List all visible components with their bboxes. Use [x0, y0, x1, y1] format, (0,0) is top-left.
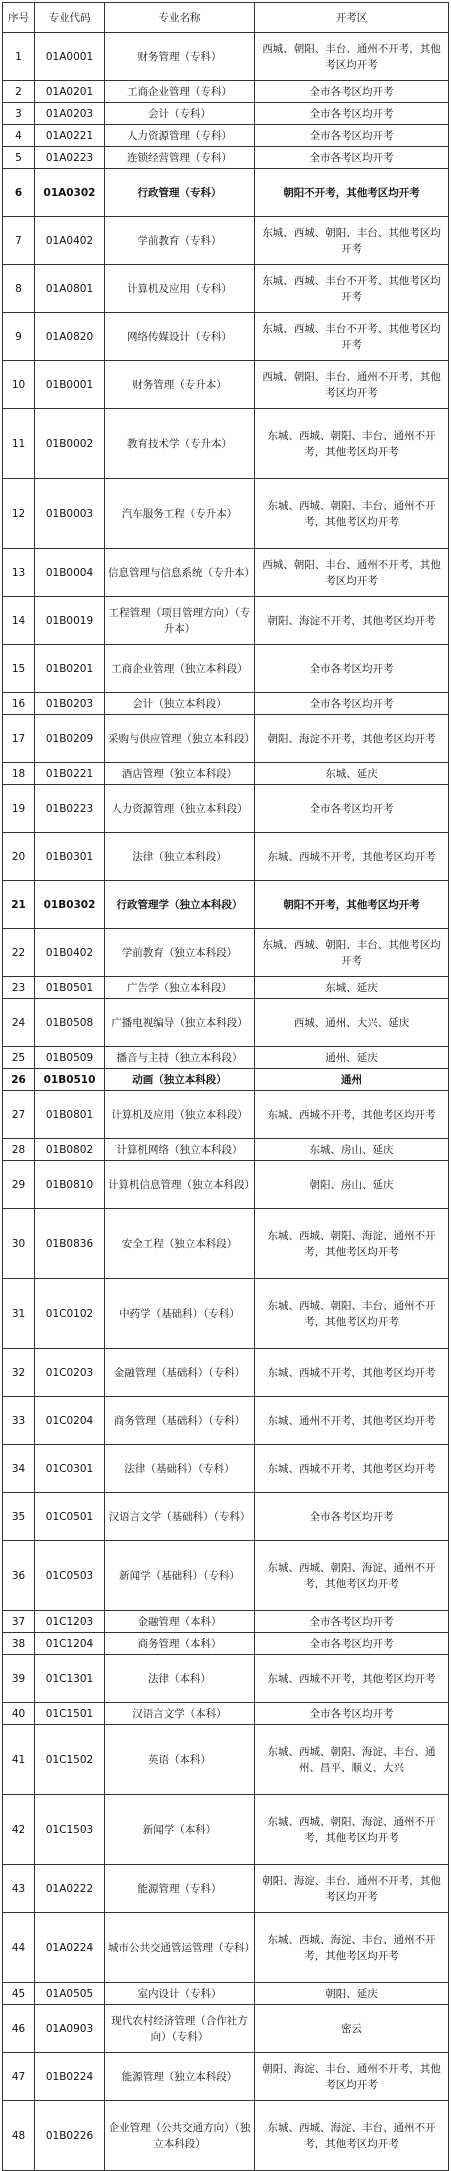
row-seq-cell: 30	[3, 1209, 35, 1279]
row-code-cell: 01C1503	[35, 1795, 105, 1865]
row-name-cell: 能源管理（专科）	[105, 1865, 255, 1913]
table-row	[3, 1795, 449, 1865]
row-code-cell: 01B0003	[35, 479, 105, 549]
table-row	[3, 1161, 449, 1209]
row-name-cell: 会计（独立本科段）	[105, 693, 255, 715]
row-area-cell: 朝阳不开考，其他考区均开考	[255, 881, 449, 929]
table-row	[3, 409, 449, 479]
row-code-cell: 01A0224	[35, 1913, 105, 1983]
table-row	[3, 2005, 449, 2053]
row-name-cell: 汉语言文学（本科）	[105, 1703, 255, 1725]
row-code-cell: 01B0209	[35, 715, 105, 763]
row-seq-cell: 22	[3, 929, 35, 977]
row-area-cell: 东城、西城、朝阳、丰台、其他考区均开考	[255, 929, 449, 977]
table-row	[3, 1983, 449, 2005]
row-code-cell: 01B0002	[35, 409, 105, 479]
row-area-cell: 东城、西城不开考，其他考区均开考	[255, 1349, 449, 1397]
row-seq-cell: 27	[3, 1091, 35, 1139]
row-area-cell: 全市各考区均开考	[255, 645, 449, 693]
row-area-cell: 朝阳不开考，其他考区均开考	[255, 169, 449, 217]
table-row	[3, 929, 449, 977]
table-row	[3, 103, 449, 125]
row-name-cell: 中药学（基础科）（专科）	[105, 1279, 255, 1349]
row-area-cell: 朝阳、海淀不开考，其他考区均开考	[255, 597, 449, 645]
row-name-cell: 采购与供应管理（独立本科段）	[105, 715, 255, 763]
row-seq-cell: 33	[3, 1397, 35, 1445]
row-code-cell: 01B0802	[35, 1139, 105, 1161]
row-name-cell: 网络传媒设计（专科）	[105, 313, 255, 361]
row-name-cell: 人力资源管理（专科）	[105, 125, 255, 147]
row-name-cell: 财务管理（专科）	[105, 33, 255, 81]
table-row	[3, 785, 449, 833]
row-seq-cell: 36	[3, 1541, 35, 1611]
table-row	[3, 881, 449, 929]
row-seq-cell: 12	[3, 479, 35, 549]
row-seq-cell: 1	[3, 33, 35, 81]
row-name-cell: 汉语言文学（基础科）（专科）	[105, 1493, 255, 1541]
header-row	[3, 3, 449, 33]
row-area-cell: 密云	[255, 2005, 449, 2053]
row-seq-cell: 40	[3, 1703, 35, 1725]
row-name-cell: 播音与主持（独立本科段）	[105, 1047, 255, 1069]
row-name-cell: 广告学（独立本科段）	[105, 977, 255, 999]
row-name-cell: 酒店管理（独立本科段）	[105, 763, 255, 785]
row-code-cell: 01B0001	[35, 361, 105, 409]
row-name-cell: 法律（基础科）（专科）	[105, 1445, 255, 1493]
row-area-cell: 全市各考区均开考	[255, 1611, 449, 1633]
row-area-cell: 全市各考区均开考	[255, 1703, 449, 1725]
row-seq-cell: 39	[3, 1655, 35, 1703]
row-seq-cell: 5	[3, 147, 35, 169]
row-code-cell: 01B0221	[35, 763, 105, 785]
row-name-cell: 法律（本科）	[105, 1655, 255, 1703]
row-seq-cell: 35	[3, 1493, 35, 1541]
row-seq-cell: 4	[3, 125, 35, 147]
row-area-cell: 东城、西城、朝阳、海淀、通州不开考，其他考区均开考	[255, 1541, 449, 1611]
row-code-cell: 01B0501	[35, 977, 105, 999]
header-seq: 序号	[3, 3, 35, 33]
row-code-cell: 01A0505	[35, 1983, 105, 2005]
row-name-cell: 法律（独立本科段）	[105, 833, 255, 881]
row-area-cell: 朝阳、海淀不开考，其他考区均开考	[255, 715, 449, 763]
row-area-cell: 全市各考区均开考	[255, 785, 449, 833]
row-name-cell: 工程管理（项目管理方向）（专升本）	[105, 597, 255, 645]
row-name-cell: 动画（独立本科段）	[105, 1069, 255, 1091]
row-area-cell: 东城、西城不开考，其他考区均开考	[255, 1655, 449, 1703]
row-seq-cell: 8	[3, 265, 35, 313]
row-name-cell: 新闻学（基础科）（专科）	[105, 1541, 255, 1611]
row-code-cell: 01C1502	[35, 1725, 105, 1795]
row-code-cell: 01C0102	[35, 1279, 105, 1349]
row-name-cell: 人力资源管理（独立本科段）	[105, 785, 255, 833]
row-code-cell: 01A0903	[35, 2005, 105, 2053]
row-name-cell: 信息管理与信息系统（专升本）	[105, 549, 255, 597]
table-row	[3, 977, 449, 999]
row-code-cell: 01B0836	[35, 1209, 105, 1279]
row-seq-cell: 32	[3, 1349, 35, 1397]
table-row	[3, 715, 449, 763]
row-code-cell: 01A0302	[35, 169, 105, 217]
row-code-cell: 01B0004	[35, 549, 105, 597]
row-seq-cell: 31	[3, 1279, 35, 1349]
row-name-cell: 工商企业管理（专科）	[105, 81, 255, 103]
row-name-cell: 计算机网络（独立本科段）	[105, 1139, 255, 1161]
row-area-cell: 东城、西城、朝阳、海淀、丰台、通州、昌平、顺义、大兴	[255, 1725, 449, 1795]
row-name-cell: 金融管理（本科）	[105, 1611, 255, 1633]
row-area-cell: 通州、延庆	[255, 1047, 449, 1069]
row-area-cell: 通州	[255, 1069, 449, 1091]
row-name-cell: 新闻学（本科）	[105, 1795, 255, 1865]
table-row	[3, 999, 449, 1047]
row-seq-cell: 28	[3, 1139, 35, 1161]
table-row	[3, 1541, 449, 1611]
table-row	[3, 2053, 449, 2101]
table-row	[3, 1865, 449, 1913]
row-seq-cell: 48	[3, 2101, 35, 2171]
row-code-cell: 01C1203	[35, 1611, 105, 1633]
row-code-cell: 01A0221	[35, 125, 105, 147]
row-area-cell: 东城、延庆	[255, 763, 449, 785]
row-name-cell: 现代农村经济管理（合作社方向）（专科）	[105, 2005, 255, 2053]
row-name-cell: 能源管理（独立本科段）	[105, 2053, 255, 2101]
row-name-cell: 学前教育（专科）	[105, 217, 255, 265]
table-row	[3, 1069, 449, 1091]
row-seq-cell: 46	[3, 2005, 35, 2053]
row-code-cell: 01C0503	[35, 1541, 105, 1611]
table-row	[3, 1725, 449, 1795]
table-row	[3, 217, 449, 265]
row-name-cell: 室内设计（专科）	[105, 1983, 255, 2005]
table-row	[3, 1703, 449, 1725]
row-area-cell: 西城、通州、大兴、延庆	[255, 999, 449, 1047]
table-row	[3, 33, 449, 81]
row-seq-cell: 25	[3, 1047, 35, 1069]
table-row	[3, 1139, 449, 1161]
row-area-cell: 东城、西城、朝阳、丰台、通州不开考，其他考区均开考	[255, 409, 449, 479]
row-seq-cell: 47	[3, 2053, 35, 2101]
table-row	[3, 81, 449, 103]
row-name-cell: 行政管理学（独立本科段）	[105, 881, 255, 929]
table-row	[3, 1091, 449, 1139]
table-row	[3, 597, 449, 645]
row-area-cell: 东城、西城、丰台不开考、其他考区均开考	[255, 313, 449, 361]
row-seq-cell: 44	[3, 1913, 35, 1983]
row-area-cell: 东城、西城、朝阳、海淀、通州不开考，其他考区均开考	[255, 1795, 449, 1865]
table-row	[3, 2101, 449, 2171]
row-seq-cell: 41	[3, 1725, 35, 1795]
row-area-cell: 东城、通州不开考，其他考区均开考	[255, 1397, 449, 1445]
row-area-cell: 全市各考区均开考	[255, 1633, 449, 1655]
row-code-cell: 01A0801	[35, 265, 105, 313]
row-code-cell: 01C0301	[35, 1445, 105, 1493]
row-seq-cell: 26	[3, 1069, 35, 1091]
table-body	[3, 33, 449, 2171]
table-row	[3, 1611, 449, 1633]
row-area-cell: 东城、房山、延庆	[255, 1139, 449, 1161]
table-row	[3, 1279, 449, 1349]
row-code-cell: 01C1204	[35, 1633, 105, 1655]
row-name-cell: 商务管理（本科）	[105, 1633, 255, 1655]
row-code-cell: 01A0223	[35, 147, 105, 169]
row-seq-cell: 45	[3, 1983, 35, 2005]
row-seq-cell: 7	[3, 217, 35, 265]
table-row	[3, 1913, 449, 1983]
row-area-cell: 东城、西城、丰台不开考、其他考区均开考	[255, 265, 449, 313]
row-name-cell: 城市公共交通管运管理（专科）	[105, 1913, 255, 1983]
row-code-cell: 01A0222	[35, 1865, 105, 1913]
row-code-cell: 01C0203	[35, 1349, 105, 1397]
row-code-cell: 01B0301	[35, 833, 105, 881]
row-name-cell: 汽车服务工程（专升本）	[105, 479, 255, 549]
row-area-cell: 全市各考区均开考	[255, 147, 449, 169]
table-row	[3, 693, 449, 715]
row-area-cell: 朝阳、房山、延庆	[255, 1161, 449, 1209]
row-code-cell: 01B0509	[35, 1047, 105, 1069]
table-row	[3, 265, 449, 313]
row-code-cell: 01B0402	[35, 929, 105, 977]
row-seq-cell: 34	[3, 1445, 35, 1493]
row-area-cell: 东城、西城、朝阳、丰台、通州不开考，其他考区均开考	[255, 479, 449, 549]
row-name-cell: 英语（本科）	[105, 1725, 255, 1795]
header-area: 开考区	[255, 3, 449, 33]
row-area-cell: 东城、西城不开考，其他考区均开考	[255, 833, 449, 881]
row-area-cell: 西城、朝阳、丰台、通州不开考，其他考区均开考	[255, 361, 449, 409]
row-area-cell: 朝阳、海淀、丰台、通州不开考，其他考区均开考	[255, 2053, 449, 2101]
row-area-cell: 东城、西城不开考，其他考区均开考	[255, 1091, 449, 1139]
table-row	[3, 1209, 449, 1279]
row-seq-cell: 15	[3, 645, 35, 693]
row-area-cell: 全市各考区均开考	[255, 81, 449, 103]
row-name-cell: 工商企业管理（独立本科段）	[105, 645, 255, 693]
table-row	[3, 1349, 449, 1397]
row-seq-cell: 24	[3, 999, 35, 1047]
row-name-cell: 广播电视编导（独立本科段）	[105, 999, 255, 1047]
table-row	[3, 125, 449, 147]
row-code-cell: 01C0204	[35, 1397, 105, 1445]
row-code-cell: 01B0510	[35, 1069, 105, 1091]
row-area-cell: 全市各考区均开考	[255, 1493, 449, 1541]
table-row	[3, 1397, 449, 1445]
row-area-cell: 全市各考区均开考	[255, 103, 449, 125]
row-name-cell: 教育技术学（专升本）	[105, 409, 255, 479]
row-name-cell: 企业管理（公共交通方向）（独立本科段）	[105, 2101, 255, 2171]
row-area-cell: 东城、延庆	[255, 977, 449, 999]
row-seq-cell: 23	[3, 977, 35, 999]
row-seq-cell: 43	[3, 1865, 35, 1913]
table-row	[3, 549, 449, 597]
table-row	[3, 1655, 449, 1703]
row-code-cell: 01A0001	[35, 33, 105, 81]
row-code-cell: 01A0203	[35, 103, 105, 125]
row-code-cell: 01B0302	[35, 881, 105, 929]
row-name-cell: 连锁经营管理（专科）	[105, 147, 255, 169]
row-seq-cell: 21	[3, 881, 35, 929]
header-code: 专业代码	[35, 3, 105, 33]
row-seq-cell: 19	[3, 785, 35, 833]
row-area-cell: 全市各考区均开考	[255, 693, 449, 715]
row-area-cell: 东城、西城、海淀、丰台、通州不开考，其他考区均开考	[255, 2101, 449, 2171]
row-code-cell: 01C1301	[35, 1655, 105, 1703]
row-code-cell: 01C0501	[35, 1493, 105, 1541]
exam-area-table	[2, 2, 449, 2171]
row-name-cell: 计算机及应用（专科）	[105, 265, 255, 313]
table-row	[3, 147, 449, 169]
row-seq-cell: 42	[3, 1795, 35, 1865]
row-code-cell: 01B0508	[35, 999, 105, 1047]
row-name-cell: 安全工程（独立本科段）	[105, 1209, 255, 1279]
table-row	[3, 479, 449, 549]
row-area-cell: 东城、西城、朝阳、海淀、通州不开考，其他考区均开考	[255, 1209, 449, 1279]
row-seq-cell: 29	[3, 1161, 35, 1209]
header-name: 专业名称	[105, 3, 255, 33]
row-seq-cell: 17	[3, 715, 35, 763]
row-name-cell: 商务管理（基础科）（专科）	[105, 1397, 255, 1445]
row-code-cell: 01B0223	[35, 785, 105, 833]
row-name-cell: 行政管理（专科）	[105, 169, 255, 217]
row-seq-cell: 10	[3, 361, 35, 409]
table-row	[3, 645, 449, 693]
row-code-cell: 01B0224	[35, 2053, 105, 2101]
table-row	[3, 1047, 449, 1069]
row-code-cell: 01A0402	[35, 217, 105, 265]
row-code-cell: 01B0226	[35, 2101, 105, 2171]
row-name-cell: 计算机及应用（独立本科段）	[105, 1091, 255, 1139]
row-name-cell: 学前教育（独立本科段）	[105, 929, 255, 977]
table-row	[3, 313, 449, 361]
row-seq-cell: 6	[3, 169, 35, 217]
table-row	[3, 169, 449, 217]
table-row	[3, 1493, 449, 1541]
row-area-cell: 东城、西城、朝阳、丰台、通州不开考，其他考区均开考	[255, 1279, 449, 1349]
row-seq-cell: 9	[3, 313, 35, 361]
table-row	[3, 1633, 449, 1655]
row-area-cell: 东城、西城不开考，其他考区均开考	[255, 1445, 449, 1493]
row-seq-cell: 20	[3, 833, 35, 881]
row-seq-cell: 37	[3, 1611, 35, 1633]
row-name-cell: 财务管理（专升本）	[105, 361, 255, 409]
table-row	[3, 1445, 449, 1493]
row-code-cell: 01B0019	[35, 597, 105, 645]
row-area-cell: 东城、西城、朝阳、丰台、其他考区均开考	[255, 217, 449, 265]
table-row	[3, 763, 449, 785]
row-area-cell: 西城、朝阳、丰台、通州不开考，其他考区均开考	[255, 33, 449, 81]
row-area-cell: 朝阳、海淀、丰台、通州不开考，其他考区均开考	[255, 1865, 449, 1913]
row-area-cell: 东城、西城、海淀、丰台、通州不开考，其他考区均开考	[255, 1913, 449, 1983]
row-name-cell: 会计（专科）	[105, 103, 255, 125]
row-seq-cell: 38	[3, 1633, 35, 1655]
row-area-cell: 全市各考区均开考	[255, 125, 449, 147]
row-code-cell: 01A0820	[35, 313, 105, 361]
row-code-cell: 01A0201	[35, 81, 105, 103]
table-row	[3, 361, 449, 409]
row-code-cell: 01B0810	[35, 1161, 105, 1209]
row-seq-cell: 16	[3, 693, 35, 715]
row-name-cell: 金融管理（基础科）（专科）	[105, 1349, 255, 1397]
row-name-cell: 计算机信息管理（独立本科段）	[105, 1161, 255, 1209]
row-code-cell: 01B0201	[35, 645, 105, 693]
row-seq-cell: 18	[3, 763, 35, 785]
table-row	[3, 833, 449, 881]
row-seq-cell: 14	[3, 597, 35, 645]
row-code-cell: 01C1501	[35, 1703, 105, 1725]
row-area-cell: 朝阳、延庆	[255, 1983, 449, 2005]
row-seq-cell: 11	[3, 409, 35, 479]
row-code-cell: 01B0801	[35, 1091, 105, 1139]
row-seq-cell: 13	[3, 549, 35, 597]
row-code-cell: 01B0203	[35, 693, 105, 715]
row-seq-cell: 3	[3, 103, 35, 125]
row-area-cell: 西城、朝阳、丰台、通州不开考，其他考区均开考	[255, 549, 449, 597]
row-seq-cell: 2	[3, 81, 35, 103]
